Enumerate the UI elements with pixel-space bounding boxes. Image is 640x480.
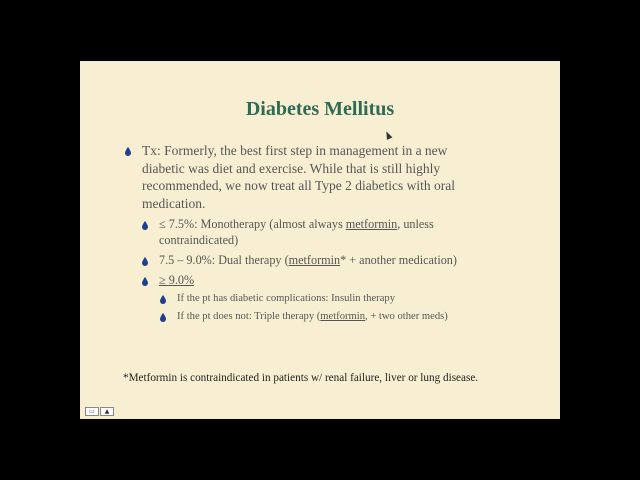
droplet-bullet-icon (125, 147, 131, 156)
slide-title: Diabetes Mellitus (245, 98, 395, 120)
main-bullet-text (142, 142, 455, 212)
droplet-bullet-icon (142, 277, 148, 286)
droplet-bullet-icon (142, 221, 148, 230)
droplet-bullet-icon (160, 295, 166, 304)
droplet-bullet-icon (142, 257, 148, 266)
droplet-bullet-icon (160, 313, 166, 322)
sub-sub-bullet-text: , + two other meds) (365, 311, 448, 322)
slide-up-button[interactable]: ▲ (100, 407, 114, 416)
sub-bullet-text: 7.5 – 9.0%: Dual therapy ( (159, 253, 289, 267)
sub-sub-bullet-text: If the pt does not: Triple therapy ( (177, 311, 321, 322)
mouse-cursor-icon (384, 130, 393, 140)
main-bullet-line: recommended, we now treat all Type 2 diabetics with oral (142, 178, 455, 193)
slide (80, 61, 560, 419)
sub-bullet-monotherapy (159, 216, 434, 248)
main-bullet-line: diabetic was diet and exercise. While that is still highly (142, 160, 441, 176)
sub-bullet-text: ≤ 7.5%: Monotherapy (almost always (159, 217, 346, 231)
sub-bullet-text: , unless (397, 217, 434, 231)
metformin-link[interactable]: metformin (288, 253, 341, 267)
main-bullet-line: Tx: Formerly, the best first step in management in a new (142, 143, 448, 158)
sub-bullet-dual-therapy (159, 252, 457, 268)
main-bullet-line: medication. (142, 195, 206, 211)
metformin-link[interactable]: metformin (320, 311, 366, 322)
sub-bullet-text: * + another medication) (340, 253, 457, 267)
sub-sub-bullet-text: If the pt has diabetic complications: Insulin therapy (177, 293, 395, 304)
sub-bullet-text: ≥ 9.0% (159, 273, 195, 287)
slide-menu-button[interactable]: ▭ (85, 407, 99, 416)
footnote: *Metformin is contraindicated in patients w/ renal failure, liver or lung disease. (123, 372, 479, 384)
sub-bullet-text: contraindicated) (159, 233, 239, 247)
slide-controls (85, 407, 114, 416)
sub-sub-bullet-triple (177, 310, 448, 324)
metformin-link[interactable]: metformin (345, 217, 398, 231)
